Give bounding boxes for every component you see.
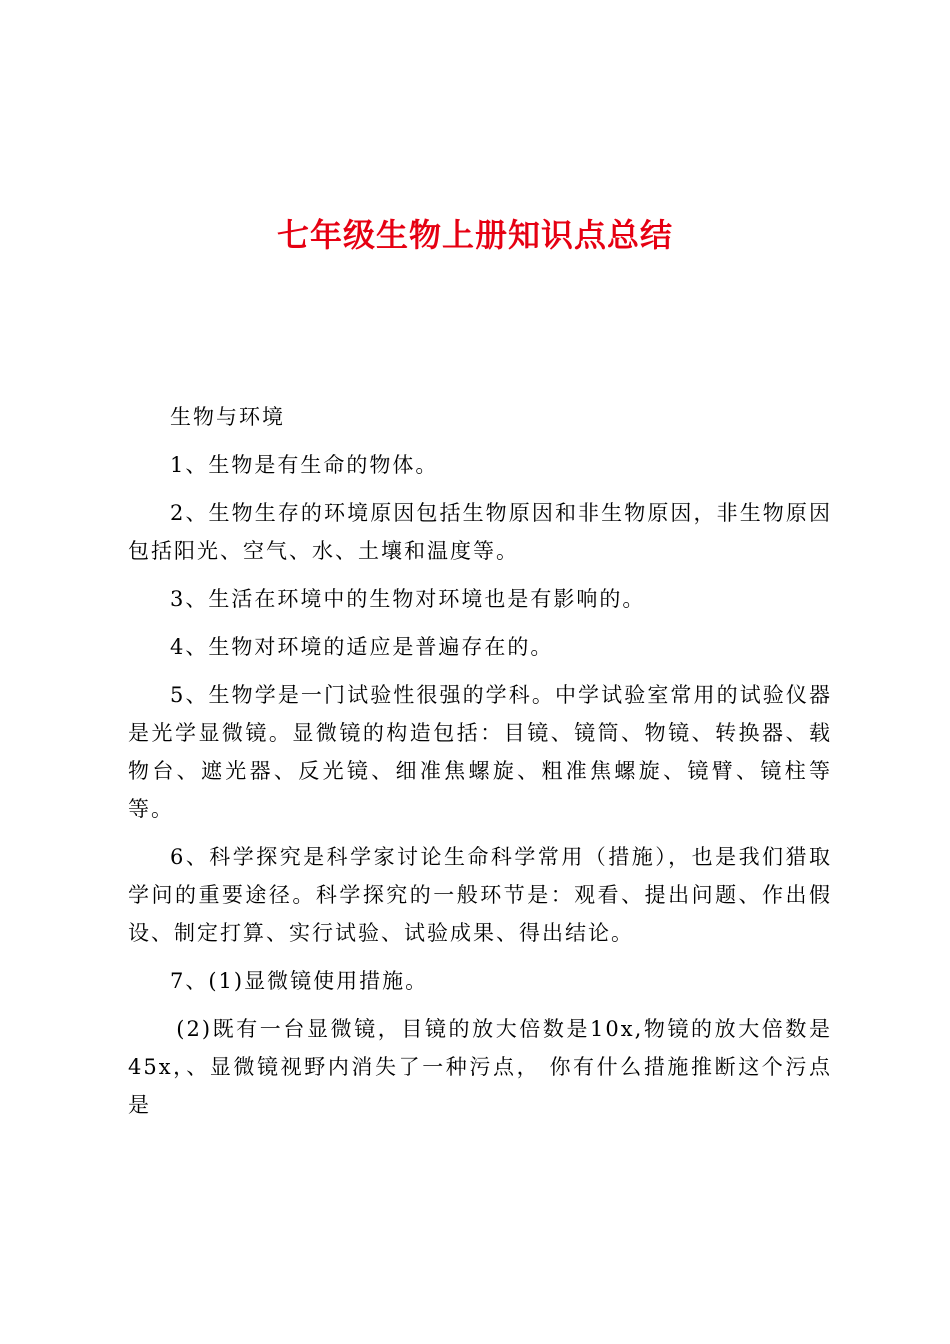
paragraph-5: 5、生物学是一门试验性很强的学科。中学试验室常用的试验仪器是光学显微镜。显微镜的构造包括：目镜、镜筒、物镜、转换器、载物台、遮光器、反光镜、细准焦螺旋、粗准焦螺旋、镜臂、镜柱等等。 xyxy=(128,683,832,821)
paragraph-6: 6、科学探究是科学家讨论生命科学常用（措施），也是我们猎取学问的重要途径。科学探究的一般环节是：观看、提出问题、作出假设、制定打算、实行试验、试验成果、得出结论。 xyxy=(128,845,832,945)
paragraph-1: 1、生物是有生命的物体。 xyxy=(170,453,439,477)
paragraph-heading: 生物与环境 xyxy=(170,405,285,429)
document-title: 七年级生物上册知识点总结 xyxy=(276,216,673,254)
paragraph-7: 7、(1)显微镜使用措施。 xyxy=(170,969,429,993)
document-body xyxy=(128,398,832,1134)
paragraph-3: 3、生活在环境中的生物对环境也是有影响的。 xyxy=(170,587,646,611)
paragraph-7-sub-2: (2)既有一台显微镜，目镜的放大倍数是10x,物镜的放大倍数是45x，、显微镜视野内消失了一种污点， 你有什么措施推断这个污点是 xyxy=(128,1017,832,1117)
paragraph-2: 2、生物生存的环境原因包括生物原因和非生物原因，非生物原因包括阳光、空气、水、土壤和温度等。 xyxy=(128,501,832,563)
paragraph-4: 4、生物对环境的适应是普遍存在的。 xyxy=(170,635,554,659)
